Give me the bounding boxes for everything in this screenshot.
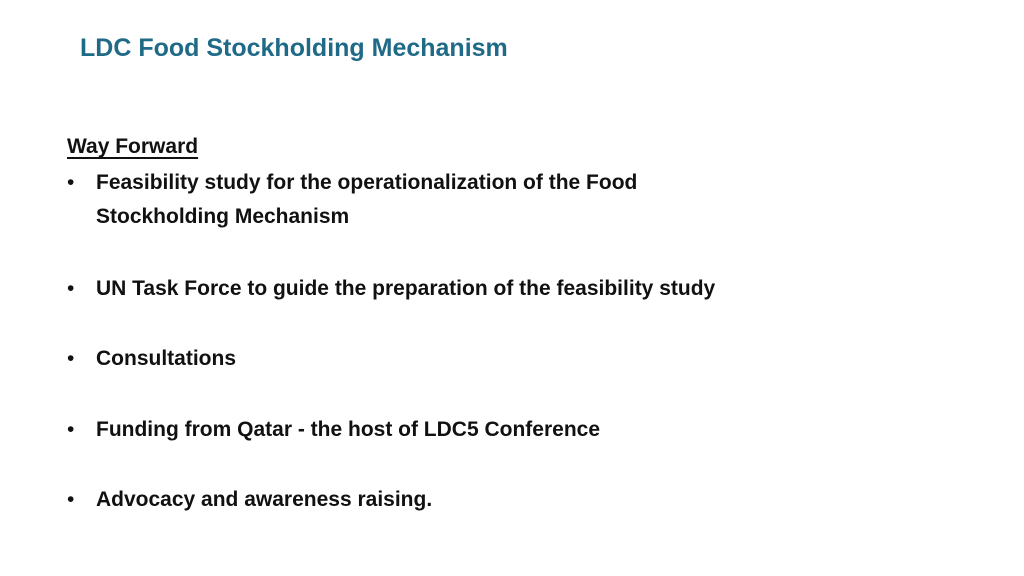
bullet-icon: • xyxy=(67,277,75,300)
list-item xyxy=(67,483,867,517)
slide-title: LDC Food Stockholding Mechanism xyxy=(80,34,508,62)
list-item xyxy=(67,272,867,306)
bullet-icon: • xyxy=(67,171,75,194)
bullet-text: UN Task Force to guide the preparation of the feasibility study xyxy=(96,277,716,300)
bullet-icon: • xyxy=(67,418,75,441)
list-item xyxy=(67,342,867,376)
bullet-icon: • xyxy=(67,488,75,511)
bullet-text: Funding from Qatar - the host of LDC5 Conference xyxy=(96,418,601,441)
list-item xyxy=(67,166,757,234)
bullet-text: Consultations xyxy=(96,347,236,370)
bullet-icon: • xyxy=(67,347,75,370)
bullet-text: Feasibility study for the operationalization of the Food Stockholding Mechanism xyxy=(96,171,638,228)
section-heading: Way Forward xyxy=(67,135,199,158)
list-item xyxy=(67,413,867,447)
bullet-text: Advocacy and awareness raising. xyxy=(96,488,433,511)
